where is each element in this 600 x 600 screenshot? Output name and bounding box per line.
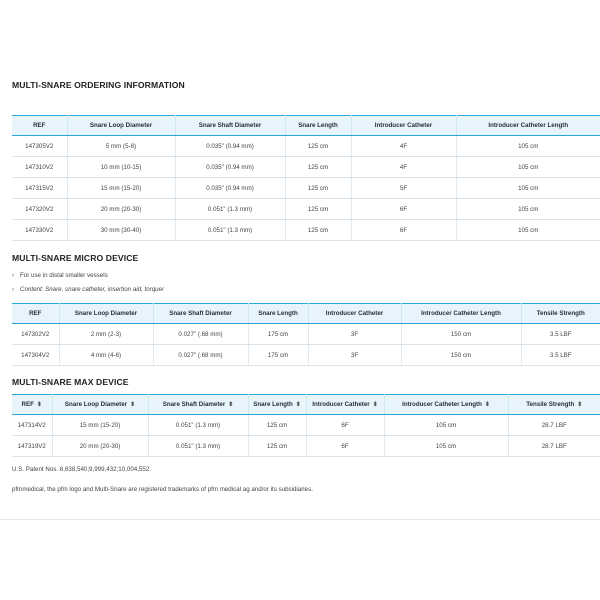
cell-catheter: 5F: [351, 178, 456, 199]
list-item: › Content: Snare, snare catheter, insertion aid, torquer: [12, 283, 164, 297]
cell-catheter: 4F: [351, 136, 456, 157]
cell-length: 175 cm: [248, 345, 308, 366]
sort-icon[interactable]: ⬍: [130, 402, 136, 408]
cell-length: 125 cm: [285, 178, 351, 199]
cell-shaft: 0.051" (1.3 mm): [148, 415, 248, 436]
cell-length: 125 cm: [248, 415, 306, 436]
ordering-title: MULTI-SNARE ORDERING INFORMATION: [12, 80, 185, 90]
cell-tensile: 3.5 LBF: [521, 345, 600, 366]
col-tensile-header[interactable]: Tensile Strength ⬍: [508, 395, 600, 415]
cell-length: 125 cm: [285, 136, 351, 157]
table-row: [12, 345, 600, 366]
cell-loop: 2 mm (2-3): [59, 324, 153, 345]
table-row: [12, 415, 600, 436]
table-row: [12, 324, 600, 345]
cell-length: 125 cm: [248, 436, 306, 457]
col-shaft-header[interactable]: Snare Shaft Diameter ⬍: [148, 395, 248, 415]
cell-catheter-length: 105 cm: [384, 415, 508, 436]
col-length-header: Snare Length: [285, 116, 351, 136]
cell-catheter-length: 105 cm: [456, 157, 600, 178]
cell-loop: 4 mm (4-6): [59, 345, 153, 366]
col-tensile-header: Tensile Strength: [521, 304, 600, 324]
cell-catheter-length: 105 cm: [456, 178, 600, 199]
divider: [0, 519, 600, 520]
cell-loop: 10 mm (10-15): [67, 157, 175, 178]
sort-icon[interactable]: ⬍: [484, 402, 490, 408]
cell-ref: 147310V2: [12, 157, 67, 178]
cell-catheter-length: 105 cm: [456, 199, 600, 220]
bullet-icon: ›: [12, 272, 15, 279]
sort-icon[interactable]: ⬍: [228, 402, 234, 408]
cell-loop: 15 mm (15-20): [67, 178, 175, 199]
col-catheter-length-header[interactable]: Introducer Catheter Length ⬍: [384, 395, 508, 415]
cell-ref: 147319V2: [12, 436, 52, 457]
max-table: [12, 394, 600, 457]
cell-catheter: 4F: [351, 157, 456, 178]
max-header-row: [12, 395, 600, 415]
cell-catheter-length: 150 cm: [401, 345, 521, 366]
micro-table: [12, 303, 600, 366]
max-title: MULTI-SNARE MAX DEVICE: [12, 377, 129, 387]
cell-shaft: 0.035" (0.94 mm): [175, 136, 285, 157]
col-catheter-length-header: Introducer Catheter Length: [401, 304, 521, 324]
table-row: [12, 436, 600, 457]
ordering-table: [12, 115, 600, 241]
table-row: [12, 136, 600, 157]
trademark-note: pfmmedical, the pfm logo and Multi-Snare are registered trademarks of pfm medical ag and/or its subsidiaries.: [12, 486, 313, 493]
col-catheter-header[interactable]: Introducer Catheter ⬍: [306, 395, 384, 415]
col-shaft-header: Snare Shaft Diameter: [175, 116, 285, 136]
cell-shaft: 0.051" (1.3 mm): [175, 220, 285, 241]
micro-title: MULTI-SNARE MICRO DEVICE: [12, 253, 139, 263]
cell-catheter-length: 150 cm: [401, 324, 521, 345]
table-row: [12, 178, 600, 199]
list-item: › For use in distal smaller vessels: [12, 269, 164, 283]
cell-shaft: 0.051" (1.3 mm): [148, 436, 248, 457]
col-loop-header: Snare Loop Diameter: [67, 116, 175, 136]
cell-catheter-length: 105 cm: [456, 220, 600, 241]
cell-catheter: 3F: [308, 345, 401, 366]
col-ref-header: REF: [12, 304, 59, 324]
cell-tensile: 28.7 LBF: [508, 436, 600, 457]
cell-length: 125 cm: [285, 157, 351, 178]
cell-length: 125 cm: [285, 220, 351, 241]
col-ref-header[interactable]: REF ⬍: [12, 395, 52, 415]
sort-icon[interactable]: ⬍: [295, 402, 301, 408]
col-catheter-header: Introducer Catheter: [308, 304, 401, 324]
col-loop-header: Snare Loop Diameter: [59, 304, 153, 324]
table-row: [12, 199, 600, 220]
cell-ref: 147330V2: [12, 220, 67, 241]
cell-shaft: 0.027" (.68 mm): [153, 345, 248, 366]
cell-catheter: 6F: [306, 436, 384, 457]
cell-catheter-length: 105 cm: [456, 136, 600, 157]
cell-loop: 20 mm (20-30): [67, 199, 175, 220]
cell-catheter: 6F: [351, 199, 456, 220]
cell-shaft: 0.035" (0.94 mm): [175, 157, 285, 178]
col-length-header[interactable]: Snare Length ⬍: [248, 395, 306, 415]
micro-header-row: [12, 304, 600, 324]
cell-loop: 20 mm (20-30): [52, 436, 148, 457]
table-row: [12, 157, 600, 178]
cell-ref: 147304V2: [12, 345, 59, 366]
col-catheter-length-header: Introducer Catheter Length: [456, 116, 600, 136]
sort-icon[interactable]: ⬍: [372, 402, 378, 408]
table-row: [12, 220, 600, 241]
cell-catheter: 3F: [308, 324, 401, 345]
sort-icon[interactable]: ⬍: [36, 402, 42, 408]
micro-bullets: [12, 269, 164, 297]
col-ref-header: REF: [12, 116, 67, 136]
cell-shaft: 0.035" (0.94 mm): [175, 178, 285, 199]
cell-catheter-length: 105 cm: [384, 436, 508, 457]
col-length-header: Snare Length: [248, 304, 308, 324]
cell-ref: 147305V2: [12, 136, 67, 157]
cell-loop: 15 mm (15-20): [52, 415, 148, 436]
cell-shaft: 0.027" (.68 mm): [153, 324, 248, 345]
col-shaft-header: Snare Shaft Diameter: [153, 304, 248, 324]
cell-catheter: 6F: [351, 220, 456, 241]
cell-ref: 147302V2: [12, 324, 59, 345]
cell-tensile: 3.5 LBF: [521, 324, 600, 345]
cell-length: 125 cm: [285, 199, 351, 220]
patent-note: U.S. Patent Nos. 8,638,540;9,999,432;10,004,552.: [12, 466, 151, 473]
cell-ref: 147314V2: [12, 415, 52, 436]
bullet-icon: ›: [12, 286, 15, 293]
cell-loop: 5 mm (5-8): [67, 136, 175, 157]
cell-ref: 147315V2: [12, 178, 67, 199]
col-catheter-header: Introducer Catheter: [351, 116, 456, 136]
ordering-header-row: [12, 116, 600, 136]
sort-icon[interactable]: ⬍: [577, 402, 583, 408]
cell-length: 175 cm: [248, 324, 308, 345]
cell-ref: 147320V2: [12, 199, 67, 220]
cell-loop: 30 mm (30-40): [67, 220, 175, 241]
cell-shaft: 0.051" (1.3 mm): [175, 199, 285, 220]
cell-tensile: 28.7 LBF: [508, 415, 600, 436]
col-loop-header[interactable]: Snare Loop Diameter ⬍: [52, 395, 148, 415]
cell-catheter: 6F: [306, 415, 384, 436]
